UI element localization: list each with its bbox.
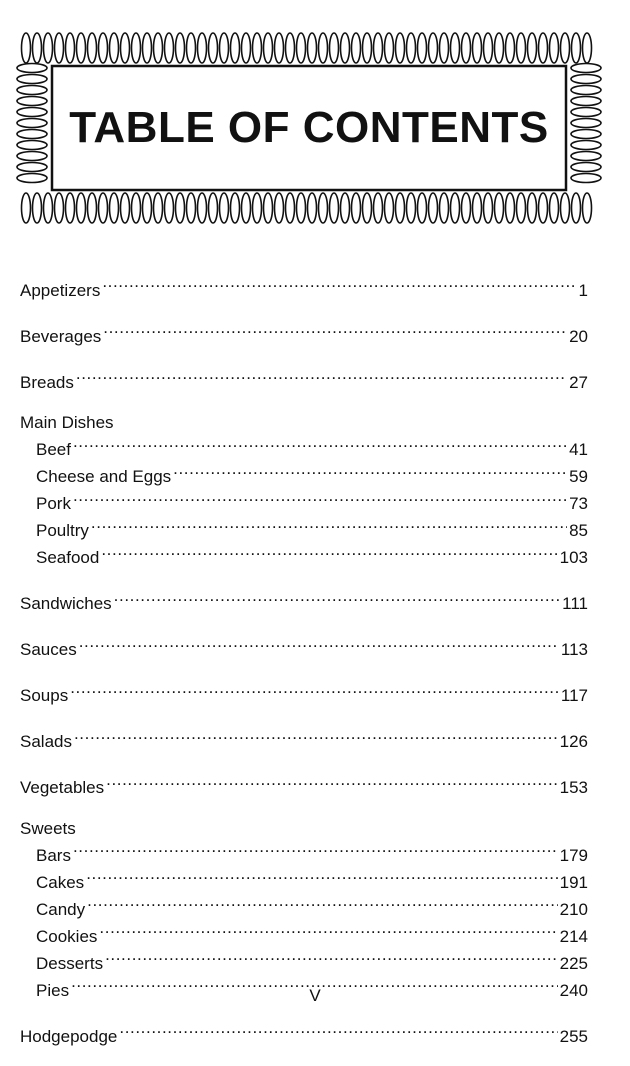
toc-entry [20,680,588,707]
entry-label: Sandwiches [20,594,112,613]
entry-page-number: 255 [559,1026,588,1046]
toc-section [20,1020,588,1047]
entry-label: Soups [20,686,69,705]
entry-label: Appetizers [20,280,101,300]
page-title: TABLE OF CONTENTS [69,103,549,152]
entry-page-number: 59 [569,467,588,486]
dot-leader [106,772,557,794]
toc-subentry [20,947,588,974]
toc-entry [20,320,588,347]
entry-label: Desserts [36,953,104,973]
toc-subentry [20,488,588,515]
toc-subentry [20,866,588,893]
dot-leader [70,680,559,702]
toc-section [20,588,588,615]
entry-page-number: 111 [562,594,588,613]
entry-page-number: 117 [560,686,588,705]
section-heading: Sweets [20,818,76,838]
entry-page-number: 214 [559,926,588,946]
toc-section [20,634,588,661]
dot-leader [101,542,557,564]
entry-label: Pies [36,980,70,1000]
entry-label: Beverages [20,326,102,346]
entry-label: Beef [36,440,71,459]
title-banner [14,28,604,228]
dot-leader [73,839,558,861]
toc-subentry [20,839,588,866]
entry-page-number: 225 [559,953,588,973]
dot-leader [87,893,557,915]
entry-label: Cakes [36,872,85,892]
table-of-contents [20,274,588,1066]
entry-page-number: 113 [560,640,588,659]
entry-label: Breads [20,372,74,392]
entry-label: Poultry [36,521,89,540]
dot-leader [114,588,560,610]
entry-page-number: 153 [559,778,588,797]
dot-leader [105,947,558,969]
entry-page-number: 103 [559,548,588,567]
toc-subentry [20,515,588,542]
toc-entry [20,274,588,301]
toc-section [20,320,588,347]
dot-leader [79,634,559,656]
toc-subentry [20,542,588,569]
toc-entry [20,1020,588,1047]
toc-entry [20,366,588,393]
toc-entry [20,634,588,661]
toc-section [20,412,588,569]
entry-page-number: 210 [559,899,588,919]
dot-leader [103,320,567,342]
entry-page-number: 126 [559,732,588,751]
toc-entry [20,772,588,799]
dot-leader [73,488,567,510]
dot-leader [86,866,557,888]
dot-leader [74,726,558,748]
toc-subentry [20,461,588,488]
dot-leader [102,274,576,296]
entry-page-number: 20 [569,326,588,346]
dot-leader [73,434,567,456]
toc-section [20,726,588,753]
entry-label: Hodgepodge [20,1026,118,1046]
entry-label: Cookies [36,926,98,946]
entry-page-number: 240 [559,980,588,1000]
dot-leader [76,366,567,388]
entry-page-number: 73 [569,494,588,513]
entry-label: Candy [36,899,86,919]
page-number: V [309,986,321,1005]
entry-label: Vegetables [20,778,105,797]
entry-page-number: 41 [569,440,588,459]
toc-subentry [20,920,588,947]
dot-leader [173,461,567,483]
toc-section [20,366,588,393]
dot-leader [91,515,567,537]
entry-label: Bars [36,845,71,865]
entry-label: Salads [20,732,72,751]
entry-label: Pork [36,494,71,513]
entry-page-number: 85 [569,521,588,540]
toc-section [20,772,588,799]
toc-section [20,274,588,301]
entry-page-number: 191 [559,872,588,892]
toc-entry [20,588,588,615]
toc-section [20,818,588,1002]
toc-subentry [20,434,588,461]
entry-label: Cheese and Eggs [36,467,172,486]
entry-page-number: 1 [578,280,588,300]
entry-page-number: 179 [559,845,588,865]
entry-label: Sauces [20,640,77,659]
dot-leader [99,920,557,942]
dot-leader [119,1020,557,1042]
toc-subentry [20,893,588,920]
toc-entry [20,726,588,753]
entry-label: Seafood [36,548,100,567]
entry-page-number: 27 [569,372,588,392]
toc-section [20,680,588,707]
section-heading: Main Dishes [20,413,114,432]
